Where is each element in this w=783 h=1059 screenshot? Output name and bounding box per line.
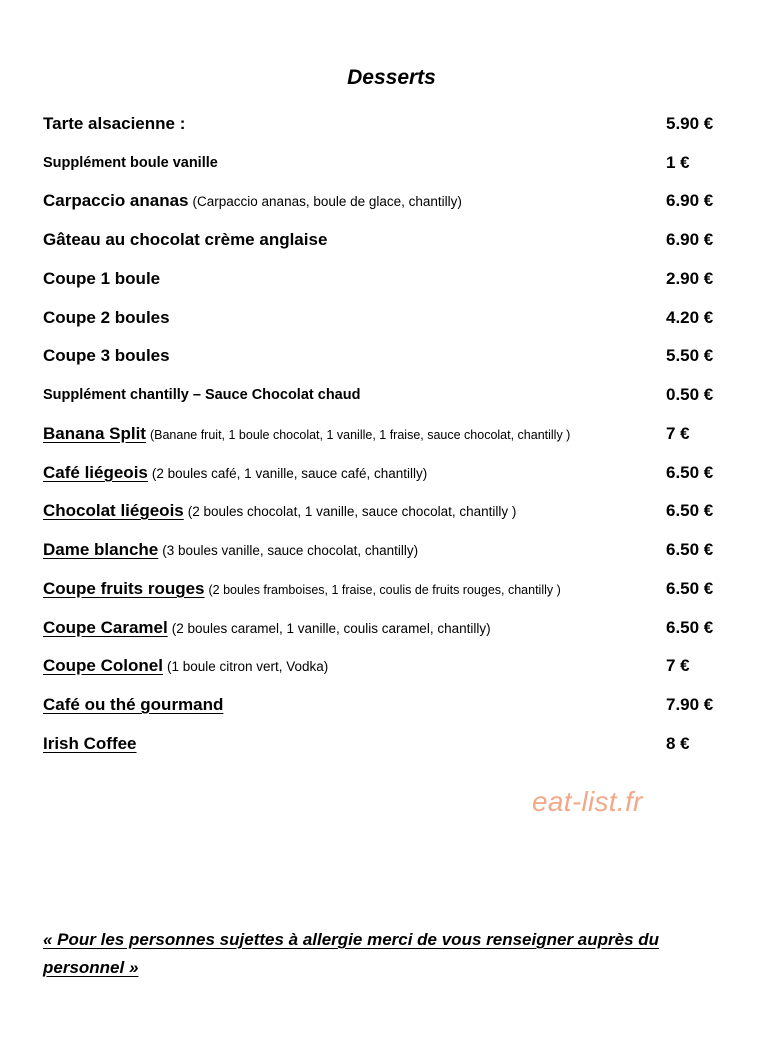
item-price: 4.20 €: [666, 308, 714, 327]
allergy-notice: « Pour les personnes sujettes à allergie merci de vous renseigner auprès du personnel »: [43, 930, 660, 977]
menu-item-carpaccio-ananas: [43, 186, 723, 216]
item-price: 0.50 €: [666, 385, 714, 404]
item-price: 7 €: [666, 656, 690, 675]
menu-item-coupe-colonel: [43, 651, 723, 681]
item-price: 6.50 €: [666, 540, 714, 559]
item-description: (3 boules vanille, sauce chocolat, chantilly): [162, 543, 419, 558]
item-description: (Banane fruit, 1 boule chocolat, 1 vanille, 1 fraise, sauce chocolat, chantilly ): [149, 428, 571, 442]
menu-item-dame-blanche: [43, 535, 723, 565]
item-name: Irish Coffee: [43, 734, 137, 753]
item-name: Gâteau au chocolat crème anglaise: [43, 230, 328, 249]
item-name: Banana Split: [43, 424, 146, 443]
item-name: Coupe Colonel: [43, 656, 163, 675]
item-description: (1 boule citron vert, Vodka): [166, 659, 329, 674]
item-price: 1 €: [666, 153, 690, 172]
item-name: Café liégeois: [43, 463, 148, 482]
item-price: 6.50 €: [666, 618, 714, 637]
item-price: 2.90 €: [666, 269, 714, 288]
item-name: Supplément boule vanille: [43, 155, 218, 171]
item-name: Dame blanche: [43, 540, 159, 559]
menu-item-tarte-alsacienne: [43, 109, 723, 139]
item-description: (2 boules café, 1 vanille, sauce café, chantilly): [151, 466, 428, 481]
menu-item-cafe-the-gourmand: [43, 690, 723, 720]
watermark: eat-list.fr: [532, 786, 643, 817]
item-name: Carpaccio ananas: [43, 191, 189, 210]
menu-item-supplement-chantilly: [43, 380, 723, 410]
menu-item-banana-split: [43, 419, 723, 449]
item-name: Coupe 2 boules: [43, 308, 170, 327]
item-description: (2 boules framboises, 1 fraise, coulis de fruits rouges, chantilly ): [208, 583, 561, 597]
menu-item-coupe-caramel: [43, 613, 723, 643]
item-name: Supplément chantilly – Sauce Chocolat chaud: [43, 387, 361, 403]
item-price: 8 €: [666, 734, 690, 753]
item-price: 6.50 €: [666, 579, 714, 598]
menu-item-supplement-boule-vanille: [43, 148, 723, 178]
item-name: Coupe Caramel: [43, 618, 168, 637]
menu-item-cafe-liegeois: [43, 458, 723, 488]
page-title: Desserts: [347, 66, 436, 89]
menu-item-chocolat-liegeois: [43, 496, 723, 526]
item-price: 5.90 €: [666, 114, 714, 133]
menu-item-coupe-fruits-rouges: [43, 574, 723, 604]
item-description: (2 boules chocolat, 1 vanille, sauce chocolat, chantilly ): [187, 504, 517, 519]
item-description: (2 boules caramel, 1 vanille, coulis caramel, chantilly): [171, 621, 491, 636]
item-price: 6.90 €: [666, 191, 714, 210]
item-price: 7.90 €: [666, 695, 714, 714]
item-name: Coupe 1 boule: [43, 269, 161, 288]
item-name: Tarte alsacienne :: [43, 114, 186, 133]
item-price: 6.50 €: [666, 463, 714, 482]
item-name: Café ou thé gourmand: [43, 695, 224, 714]
item-description: (Carpaccio ananas, boule de glace, chantilly): [192, 194, 462, 209]
item-price: 5.50 €: [666, 346, 714, 365]
menu-item-irish-coffee: [43, 729, 723, 759]
item-name: Chocolat liégeois: [43, 501, 184, 520]
menu-item-coupe-1-boule: [43, 264, 723, 294]
item-name: Coupe 3 boules: [43, 346, 170, 365]
menu-item-gateau-chocolat: [43, 225, 723, 255]
item-name: Coupe fruits rouges: [43, 579, 205, 598]
menu-item-coupe-3-boules: [43, 341, 723, 371]
item-price: 6.90 €: [666, 230, 714, 249]
item-price: 7 €: [666, 424, 690, 443]
menu-item-coupe-2-boules: [43, 303, 723, 333]
item-price: 6.50 €: [666, 501, 714, 520]
